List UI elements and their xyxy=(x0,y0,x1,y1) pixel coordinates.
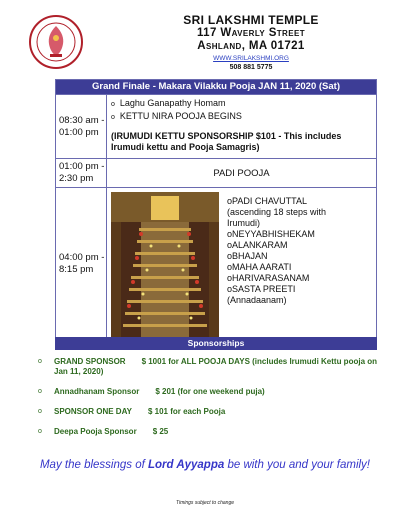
header xyxy=(14,14,394,74)
time-slot-afternoon: 01:00 pm - 2:30 pm xyxy=(56,159,107,188)
event-item: oPADI CHAVUTTAL (ascending 18 steps with Irumudi) xyxy=(226,196,327,228)
temple-seal-logo xyxy=(28,14,84,70)
sponsorship-item-grand: o GRAND SPONSOR $ 1001 for ALL POOJA DAYS (includes Irumudi Kettu pooja on Jan 11, 2020) xyxy=(38,357,378,376)
event-item: o Laghu Ganapathy Homam xyxy=(111,98,376,111)
evening-events xyxy=(106,188,376,341)
bullet-icon: o xyxy=(226,262,232,272)
temple-name: SRI LAKSHMI TEMPLE xyxy=(183,13,319,27)
bullet-icon: o xyxy=(38,408,42,415)
event-banner: Grand Finale - Makara Vilakku Pooja JAN 11, 2020 (Sat) xyxy=(56,80,377,95)
sponsorship-list xyxy=(30,357,385,447)
blessing-message: May the blessings of Lord Ayyappa be with you and your family! xyxy=(39,459,371,471)
bullet-icon: o xyxy=(226,196,232,206)
eighteen-steps-photo xyxy=(111,192,219,337)
time-slot-morning: 08:30 am - 01:00 pm xyxy=(56,95,107,159)
event-item: o KETTU NIRA POOJA BEGINS xyxy=(111,111,376,124)
sponsorship-item-annadhanam: o Annadhanam Sponsor $ 201 (for one weekend puja) xyxy=(38,387,265,396)
time-slot-evening: 04:00 pm - 8:15 pm xyxy=(56,188,107,341)
event-item: oNEYYABHISHEKAM xyxy=(226,229,315,239)
website-link[interactable]: WWW.SRILAKSHMI.ORG xyxy=(213,55,289,62)
event-item: oMAHA AARATI xyxy=(226,262,292,272)
bullet-icon: o xyxy=(226,273,232,283)
timing-footnote: Timings subject to change xyxy=(175,500,235,506)
sponsorship-item-one-day: o SPONSOR ONE DAY $ 101 for each Pooja xyxy=(38,407,226,416)
temple-title-block xyxy=(108,14,394,72)
sponsorships-heading: Sponsorships xyxy=(55,337,377,350)
padi-pooja-event: PADI POOJA xyxy=(106,159,376,188)
bullet-icon: o xyxy=(226,284,232,294)
event-item: oSASTA PREETI (Annadaanam) xyxy=(226,284,296,305)
phone-number: 508 881 5775 xyxy=(229,64,273,71)
bullet-icon: o xyxy=(38,428,42,435)
deity-name: Lord Ayyappa xyxy=(148,459,225,471)
sponsorship-item-deepa: o Deepa Pooja Sponsor $ 25 xyxy=(38,427,169,436)
irumudi-sponsorship-note: (IRUMUDI KETTU SPONSORSHIP $101 - This includes Irumudi kettu and Pooja Samagris) xyxy=(110,131,342,152)
event-item: oBHAJAN xyxy=(226,251,268,261)
morning-events xyxy=(106,95,376,159)
bullet-icon: o xyxy=(38,358,42,365)
event-item: oALANKARAM xyxy=(226,240,288,250)
evening-event-list xyxy=(227,196,335,306)
bullet-icon: o xyxy=(38,388,42,395)
event-item: oHARIVARASANAM xyxy=(226,273,310,283)
bullet-icon: o xyxy=(226,251,232,261)
street-address: 117 Waverly Street xyxy=(196,27,305,39)
bullet-icon: o xyxy=(226,229,232,239)
city-address: Ashland, MA 01721 xyxy=(197,40,305,52)
schedule-table xyxy=(55,79,377,341)
bullet-icon: o xyxy=(226,240,232,250)
